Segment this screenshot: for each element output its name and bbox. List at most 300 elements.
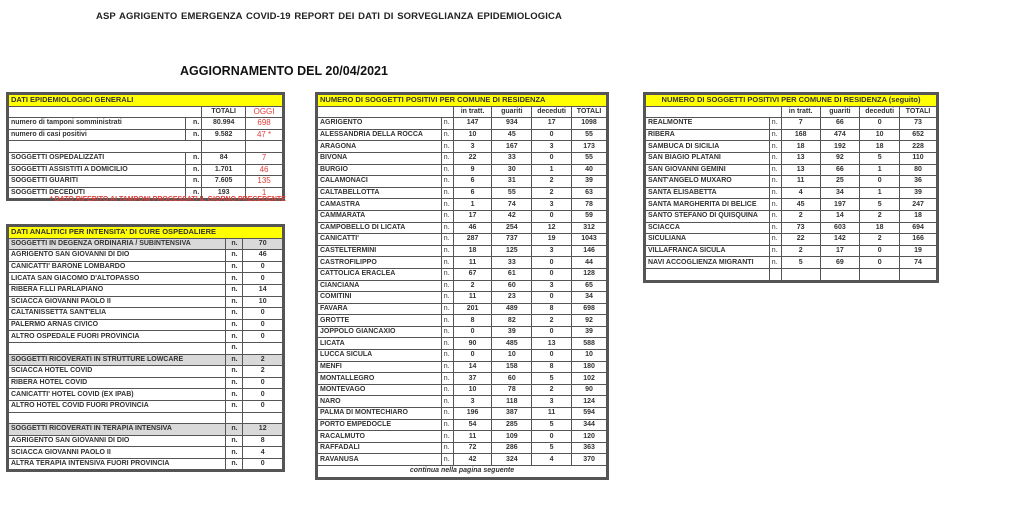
unit-label: n. <box>769 152 781 164</box>
table-row <box>646 176 937 188</box>
column-header-total: TOTALI <box>572 106 607 118</box>
total-value: 55 <box>572 129 607 141</box>
table-row <box>318 315 607 327</box>
municipality-name: BIVONA <box>318 152 442 164</box>
deceased-value: 3 <box>532 280 572 292</box>
table-row <box>318 187 607 199</box>
row-label: RIBERA HOTEL COVID <box>9 377 226 389</box>
in-treatment-value: 10 <box>453 384 492 396</box>
table-row <box>318 338 607 350</box>
total-value: 698 <box>572 303 607 315</box>
group-header-row <box>9 424 283 436</box>
unit-label: n. <box>441 408 453 420</box>
total-value: 34 <box>572 292 607 304</box>
total-value: 80 <box>900 164 937 176</box>
unit-label: n. <box>441 384 453 396</box>
row-label: SOGGETTI GUARITI <box>9 176 186 188</box>
table-row <box>9 129 283 141</box>
row-value: 0 <box>243 319 283 331</box>
row-value: 0 <box>243 273 283 285</box>
recovered-value: 55 <box>492 187 532 199</box>
column-header-deceased: deceduti <box>532 106 572 118</box>
table-row <box>318 373 607 385</box>
in-treatment-value: 13 <box>781 164 820 176</box>
table-row <box>318 141 607 153</box>
oggi-value: 135 <box>246 176 283 188</box>
row-value: 8 <box>243 435 283 447</box>
deceased-value: 2 <box>532 176 572 188</box>
municipality-name: LUCCA SICULA <box>318 350 442 362</box>
in-treatment-value: 8 <box>453 315 492 327</box>
recovered-value: 33 <box>492 257 532 269</box>
deceased-value: 0 <box>532 268 572 280</box>
unit-label: n. <box>441 129 453 141</box>
recovered-value: 142 <box>820 234 860 246</box>
column-header-in-treatment: in tratt. <box>781 106 820 118</box>
in-treatment-value: 2 <box>453 280 492 292</box>
deceased-value: 12 <box>532 222 572 234</box>
recovered-value: 197 <box>820 199 860 211</box>
municipality-name: PALMA DI MONTECHIARO <box>318 408 442 420</box>
unit-label: n. <box>226 261 243 273</box>
recovered-value: 42 <box>492 210 532 222</box>
table-row <box>646 152 937 164</box>
row-value: 4 <box>243 447 283 459</box>
deceased-value: 0 <box>860 176 900 188</box>
oggi-value: 47 * <box>246 129 283 141</box>
group-header-row <box>9 238 283 250</box>
group-label: SOGGETTI IN DEGENZA ORDINARIA / SUBINTENSIVA <box>9 238 226 250</box>
report-header: ASP AGRIGENTO EMERGENZA COVID-19 REPORT DEI DATI DI SORVEGLIANZA EPIDEMIOLOGICA <box>96 11 562 22</box>
total-value: 694 <box>900 222 937 234</box>
table-row <box>9 377 283 389</box>
table-row <box>318 152 607 164</box>
municipality-name: RAVANUSA <box>318 454 442 466</box>
recovered-value: 66 <box>820 118 860 130</box>
empty-cell <box>9 141 202 153</box>
recovered-value: 14 <box>820 210 860 222</box>
group-value: 70 <box>243 238 283 250</box>
group-value: 2 <box>243 354 283 366</box>
municipality-name: CAMMARATA <box>318 210 442 222</box>
recovered-value: 286 <box>492 442 532 454</box>
municipality-name: COMITINI <box>318 292 442 304</box>
unit-label: n. <box>226 238 243 250</box>
table-row <box>9 176 283 188</box>
municipality-name: FAVARA <box>318 303 442 315</box>
unit-label: n. <box>441 442 453 454</box>
total-value: 36 <box>900 176 937 188</box>
empty-cell <box>318 106 454 118</box>
deceased-value: 2 <box>860 210 900 222</box>
row-value: 46 <box>243 250 283 262</box>
table-row <box>646 199 937 211</box>
deceased-value: 5 <box>532 419 572 431</box>
recovered-value: 45 <box>492 129 532 141</box>
unit-label: n. <box>186 187 202 199</box>
in-treatment-value: 11 <box>453 292 492 304</box>
municipality-name: CANICATTI' <box>318 234 442 246</box>
empty-cell <box>900 268 937 280</box>
municipality-name: RAFFADALI <box>318 442 442 454</box>
unit-label: n. <box>441 257 453 269</box>
deceased-value: 3 <box>532 245 572 257</box>
table-row <box>318 118 607 130</box>
in-treatment-value: 37 <box>453 373 492 385</box>
unit-label: n. <box>441 234 453 246</box>
total-value: 588 <box>572 338 607 350</box>
totali-value: 1.701 <box>202 164 246 176</box>
row-value: 0 <box>243 308 283 320</box>
deceased-value: 0 <box>532 326 572 338</box>
unit-label: n. <box>441 373 453 385</box>
total-value: 166 <box>900 234 937 246</box>
recovered-value: 25 <box>820 176 860 188</box>
table-row <box>318 419 607 431</box>
table-row <box>318 176 607 188</box>
in-treatment-value: 168 <box>781 129 820 141</box>
unit-label: n. <box>226 354 243 366</box>
row-value: 0 <box>243 377 283 389</box>
table-title-row <box>9 95 283 107</box>
in-treatment-value: 18 <box>453 245 492 257</box>
table-row <box>318 129 607 141</box>
recovered-value: 61 <box>492 268 532 280</box>
recovered-value: 603 <box>820 222 860 234</box>
empty-cell <box>781 268 820 280</box>
column-header-recovered: guariti <box>492 106 532 118</box>
unit-label: n. <box>769 176 781 188</box>
in-treatment-value: 1 <box>453 199 492 211</box>
empty-cell <box>243 412 283 424</box>
row-label: numero di tamponi somministrati <box>9 118 186 130</box>
row-label: RIBERA F.LLI PARLAPIANO <box>9 284 226 296</box>
deceased-value: 0 <box>532 210 572 222</box>
unit-label: n. <box>226 273 243 285</box>
total-value: 39 <box>572 326 607 338</box>
table-row <box>646 129 937 141</box>
row-label: CALTANISSETTA SANT'ELIA <box>9 308 226 320</box>
row-label: LICATA SAN GIACOMO D'ALTOPASSO <box>9 273 226 285</box>
unit-label: n. <box>769 164 781 176</box>
unit-label: n. <box>226 331 243 343</box>
deceased-value: 5 <box>860 199 900 211</box>
total-value: 247 <box>900 199 937 211</box>
total-value: 39 <box>572 176 607 188</box>
hospital-care-table <box>8 226 283 470</box>
row-label: PALERMO ARNAS CIVICO <box>9 319 226 331</box>
deceased-value: 4 <box>532 454 572 466</box>
table-title-row <box>318 95 607 107</box>
recovered-value: 66 <box>820 164 860 176</box>
in-treatment-value: 6 <box>453 187 492 199</box>
column-header-row <box>9 106 283 118</box>
table-row <box>646 164 937 176</box>
column-header-row <box>318 106 607 118</box>
unit-label: n. <box>226 250 243 262</box>
oggi-value: 46 <box>246 164 283 176</box>
municipality-name: LICATA <box>318 338 442 350</box>
unit-label: n. <box>441 245 453 257</box>
municipality-name: CAMASTRA <box>318 199 442 211</box>
total-value: 63 <box>572 187 607 199</box>
unit-label: n. <box>441 338 453 350</box>
row-label: SOGGETTI ASSISTITI A DOMICILIO <box>9 164 186 176</box>
row-value: 10 <box>243 296 283 308</box>
recovered-value: 78 <box>492 384 532 396</box>
table-row <box>318 326 607 338</box>
empty-cell <box>243 342 283 354</box>
unit-label: n. <box>226 308 243 320</box>
empty-cell <box>9 106 202 118</box>
deceased-value: 0 <box>860 257 900 269</box>
group-label: SOGGETTI RICOVERATI IN STRUTTURE LOWCARE <box>9 354 226 366</box>
empty-cell <box>646 268 770 280</box>
recovered-value: 285 <box>492 419 532 431</box>
empty-cell <box>9 412 226 424</box>
deceased-value: 13 <box>532 338 572 350</box>
total-value: 312 <box>572 222 607 234</box>
unit-label: n. <box>769 199 781 211</box>
recovered-value: 118 <box>492 396 532 408</box>
unit-label: n. <box>441 210 453 222</box>
recovered-value: 30 <box>492 164 532 176</box>
municipality-name: MONTEVAGO <box>318 384 442 396</box>
total-value: 228 <box>900 141 937 153</box>
recovered-value: 31 <box>492 176 532 188</box>
deceased-value: 5 <box>532 373 572 385</box>
empty-cell <box>9 342 226 354</box>
municipality-name: NAVI ACCOGLIENZA MIGRANTI <box>646 257 770 269</box>
municipality-name: MENFI <box>318 361 442 373</box>
deceased-value: 1 <box>860 187 900 199</box>
deceased-value: 0 <box>532 292 572 304</box>
table-row <box>9 331 283 343</box>
unit-label: n. <box>226 296 243 308</box>
table-row <box>9 152 283 164</box>
unit-label: n. <box>769 245 781 257</box>
table-row <box>9 458 283 470</box>
municipality-name: SICULIANA <box>646 234 770 246</box>
row-label: CANICATTI' HOTEL COVID (EX IPAB) <box>9 389 226 401</box>
total-value: 90 <box>572 384 607 396</box>
unit-label: n. <box>226 377 243 389</box>
column-header-in-treatment: in tratt. <box>453 106 492 118</box>
row-label: SOGGETTI DECEDUTI <box>9 187 186 199</box>
municipality-name: REALMONTE <box>646 118 770 130</box>
recovered-value: 192 <box>820 141 860 153</box>
recovered-value: 489 <box>492 303 532 315</box>
total-value: 55 <box>572 152 607 164</box>
deceased-value: 0 <box>532 350 572 362</box>
deceased-value: 17 <box>532 118 572 130</box>
table-row <box>9 400 283 412</box>
in-treatment-value: 22 <box>453 152 492 164</box>
in-treatment-value: 14 <box>453 361 492 373</box>
unit-label: n. <box>769 141 781 153</box>
total-value: 65 <box>572 280 607 292</box>
table-row <box>318 210 607 222</box>
municipality-name: CALAMONACI <box>318 176 442 188</box>
total-value: 10 <box>572 350 607 362</box>
general-data-table <box>8 94 283 199</box>
in-treatment-value: 4 <box>781 187 820 199</box>
municipality-name: NARO <box>318 396 442 408</box>
table-row <box>318 292 607 304</box>
total-value: 40 <box>572 164 607 176</box>
group-header-row <box>9 354 283 366</box>
totali-value: 84 <box>202 152 246 164</box>
recovered-value: 254 <box>492 222 532 234</box>
total-value: 180 <box>572 361 607 373</box>
table-row <box>646 187 937 199</box>
tamponi-footnote: * DATO RIFERITO AI TAMPONI PROCESSATI IL GIORNO PRECEDENTE <box>50 196 286 203</box>
unit-label: n. <box>186 176 202 188</box>
unit-label: n. <box>441 199 453 211</box>
recovered-value: 158 <box>492 361 532 373</box>
unit-label: n. <box>441 396 453 408</box>
recovered-value: 324 <box>492 454 532 466</box>
in-treatment-value: 0 <box>453 326 492 338</box>
in-treatment-value: 18 <box>781 141 820 153</box>
municipality-name: VILLAFRANCA SICULA <box>646 245 770 257</box>
in-treatment-value: 10 <box>453 129 492 141</box>
in-treatment-value: 54 <box>453 419 492 431</box>
table-row <box>318 384 607 396</box>
total-value: 74 <box>900 257 937 269</box>
unit-label: n. <box>441 152 453 164</box>
municipality-name: CALTABELLOTTA <box>318 187 442 199</box>
table-row <box>318 361 607 373</box>
in-treatment-value: 147 <box>453 118 492 130</box>
row-label: SCIACCA HOTEL COVID <box>9 366 226 378</box>
municipality-name: SANTA MARGHERITA DI BELICE <box>646 199 770 211</box>
table-row <box>318 268 607 280</box>
table-row <box>9 447 283 459</box>
totali-value: 7.605 <box>202 176 246 188</box>
table-row <box>9 250 283 262</box>
row-value: 0 <box>243 458 283 470</box>
total-value: 1043 <box>572 234 607 246</box>
municipality-name: CATTOLICA ERACLEA <box>318 268 442 280</box>
oggi-value: 7 <box>246 152 283 164</box>
in-treatment-value: 11 <box>781 176 820 188</box>
positives-by-municipality-table <box>317 94 607 478</box>
deceased-value: 2 <box>532 315 572 327</box>
total-value: 110 <box>900 152 937 164</box>
recovered-value: 23 <box>492 292 532 304</box>
in-treatment-value: 5 <box>781 257 820 269</box>
deceased-value: 0 <box>532 257 572 269</box>
row-value: 0 <box>243 261 283 273</box>
row-label: CANICATTI' BARONE LOMBARDO <box>9 261 226 273</box>
table-row <box>318 442 607 454</box>
unit-label: n. <box>769 222 781 234</box>
table-title: NUMERO DI SOGGETTI POSITIVI PER COMUNE DI RESIDENZA (seguito) <box>646 95 937 107</box>
total-value: 652 <box>900 129 937 141</box>
in-treatment-value: 72 <box>453 442 492 454</box>
table-row <box>646 222 937 234</box>
unit-label: n. <box>441 292 453 304</box>
municipality-name: SANT'ANGELO MUXARO <box>646 176 770 188</box>
deceased-value: 11 <box>532 408 572 420</box>
municipality-name: SANTA ELISABETTA <box>646 187 770 199</box>
unit-label: n. <box>441 164 453 176</box>
spacer-row <box>9 342 283 354</box>
unit-label: n. <box>441 268 453 280</box>
in-treatment-value: 90 <box>453 338 492 350</box>
unit-label: n. <box>441 222 453 234</box>
municipality-name: JOPPOLO GIANCAXIO <box>318 326 442 338</box>
row-value: 0 <box>243 331 283 343</box>
unit-label: n. <box>226 284 243 296</box>
table-row <box>9 319 283 331</box>
empty-cell <box>202 141 246 153</box>
total-value: 44 <box>572 257 607 269</box>
in-treatment-value: 287 <box>453 234 492 246</box>
unit-label: n. <box>441 303 453 315</box>
table-title: DATI ANALITICI PER INTENSITA' DI CURE OSPEDALIERE <box>9 227 283 239</box>
in-treatment-value: 42 <box>453 454 492 466</box>
empty-row <box>646 268 937 280</box>
in-treatment-value: 46 <box>453 222 492 234</box>
unit-label: n. <box>441 431 453 443</box>
municipality-name: ARAGONA <box>318 141 442 153</box>
unit-label: n. <box>769 187 781 199</box>
row-label: AGRIGENTO SAN GIOVANNI DI DIO <box>9 435 226 447</box>
deceased-value: 2 <box>532 187 572 199</box>
municipality-name: SAMBUCA DI SICILIA <box>646 141 770 153</box>
table-title: DATI EPIDEMIOLOGICI GENERALI <box>9 95 283 107</box>
recovered-value: 60 <box>492 280 532 292</box>
table-row <box>646 245 937 257</box>
unit-label: n. <box>441 315 453 327</box>
recovered-value: 934 <box>492 118 532 130</box>
recovered-value: 109 <box>492 431 532 443</box>
unit-label: n. <box>441 361 453 373</box>
in-treatment-value: 17 <box>453 210 492 222</box>
table-row <box>9 164 283 176</box>
empty-cell <box>769 268 781 280</box>
unit-label: n. <box>441 419 453 431</box>
deceased-value: 0 <box>532 431 572 443</box>
row-value: 0 <box>243 400 283 412</box>
group-value: 12 <box>243 424 283 436</box>
unit-label: n. <box>226 319 243 331</box>
row-label: SCIACCA GIOVANNI PAOLO II <box>9 296 226 308</box>
total-value: 146 <box>572 245 607 257</box>
row-label: ALTRO OSPEDALE FUORI PROVINCIA <box>9 331 226 343</box>
table-row <box>646 118 937 130</box>
recovered-value: 485 <box>492 338 532 350</box>
table-row <box>318 431 607 443</box>
table-row <box>9 261 283 273</box>
spacer-row <box>9 141 283 153</box>
column-header-recovered: guariti <box>820 106 860 118</box>
unit-label: n. <box>769 118 781 130</box>
unit-label: n. <box>226 342 243 354</box>
unit-label: n. <box>769 210 781 222</box>
unit-label: n. <box>226 389 243 401</box>
table-row <box>318 164 607 176</box>
row-value: 14 <box>243 284 283 296</box>
row-label: ALTRO HOTEL COVID FUORI PROVINCIA <box>9 400 226 412</box>
municipality-name: BURGIO <box>318 164 442 176</box>
unit-label: n. <box>226 400 243 412</box>
in-treatment-value: 11 <box>453 257 492 269</box>
municipality-name: GROTTE <box>318 315 442 327</box>
deceased-value: 0 <box>860 245 900 257</box>
